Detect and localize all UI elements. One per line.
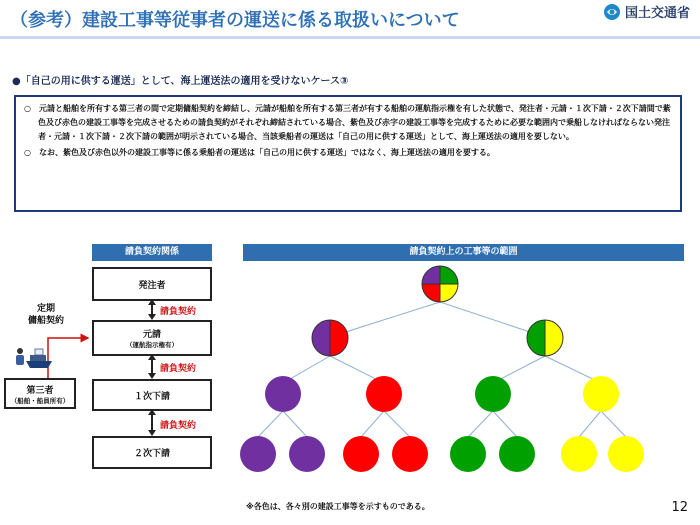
node-purple-l3 [265, 376, 301, 412]
node-yellow-l4a [561, 436, 597, 472]
third-party-label: 第三者 [26, 385, 54, 396]
charter-label-line-2: 傭船契約 [27, 316, 64, 326]
node-purple-l4a [240, 436, 276, 472]
second-sub-label: ２次下請 [133, 449, 170, 459]
node-green-yellow [527, 320, 563, 356]
node-green-l4b [499, 436, 535, 472]
node-yellow-l3 [583, 376, 619, 412]
node-green-l3 [475, 376, 511, 412]
note-2: ○ なお、紫色及び赤色以外の建設工事等に係る乗船者の運送は「自己の用に供する運送」ではなく、海上運送法の適用を要する。 [24, 148, 495, 157]
first-sub-label: １次下請 [133, 391, 170, 402]
note-1: ○ 元請と船舶を所有する第三者の間で定期傭船契約を締結し、元請が船舶を所有する第三者が有する船舶の運航指示権を有した状態で、発注者・元請・１次下請・２次下請間で紫色及び赤色の建設工事等を完成させるための請負契約がそれぞれ締結されている場合、紫色及び赤字の建設工事等を完成するために必要な範囲内で乗船しなければならない発注者・元請・１次下請・２次下請の範囲が明示されている場合、当該乗船者の運送は「自己の用に供する運送」として、海上運送法の適用を要しない。 [24, 104, 671, 141]
work-scope-header: 請負契約上の工事等の範囲 [243, 244, 684, 261]
node-purple-red [312, 320, 348, 356]
root-node-four-colors [422, 266, 458, 302]
node-red-l4a [343, 436, 379, 472]
page-number: 12 [671, 500, 688, 515]
page-title: （参考）建設工事等従事者の運送に係る取扱いについて [10, 10, 460, 31]
prime-sub-label: （運航指示権有） [126, 341, 178, 349]
node-red-l3 [366, 376, 402, 412]
node-red-l4b [392, 436, 428, 472]
tree-edges [258, 302, 626, 437]
contract-relationship-header: 請負契約関係 [92, 244, 212, 261]
contract-label-2: 請負契約 [160, 364, 197, 374]
owner-label: 発注者 [138, 280, 166, 291]
third-party-sub-label: （船舶・船員所有） [10, 396, 70, 405]
contract-label-3: 請負契約 [160, 421, 197, 431]
prime-label: 元請 [142, 330, 161, 340]
logo-text: 国土交通省 [624, 6, 690, 21]
footnote: ※各色は、各々別の建設工事等を示すものである。 [246, 502, 430, 511]
contract-label-1: 請負契約 [160, 307, 197, 317]
node-green-l4a [450, 436, 486, 472]
node-purple-l4b [289, 436, 325, 472]
charter-label-line-1: 定期 [36, 304, 55, 314]
section-subtitle: ●「自己の用に供する運送」として、海上運送法の適用を受けないケース③ [12, 76, 349, 87]
node-yellow-l4b [608, 436, 644, 472]
